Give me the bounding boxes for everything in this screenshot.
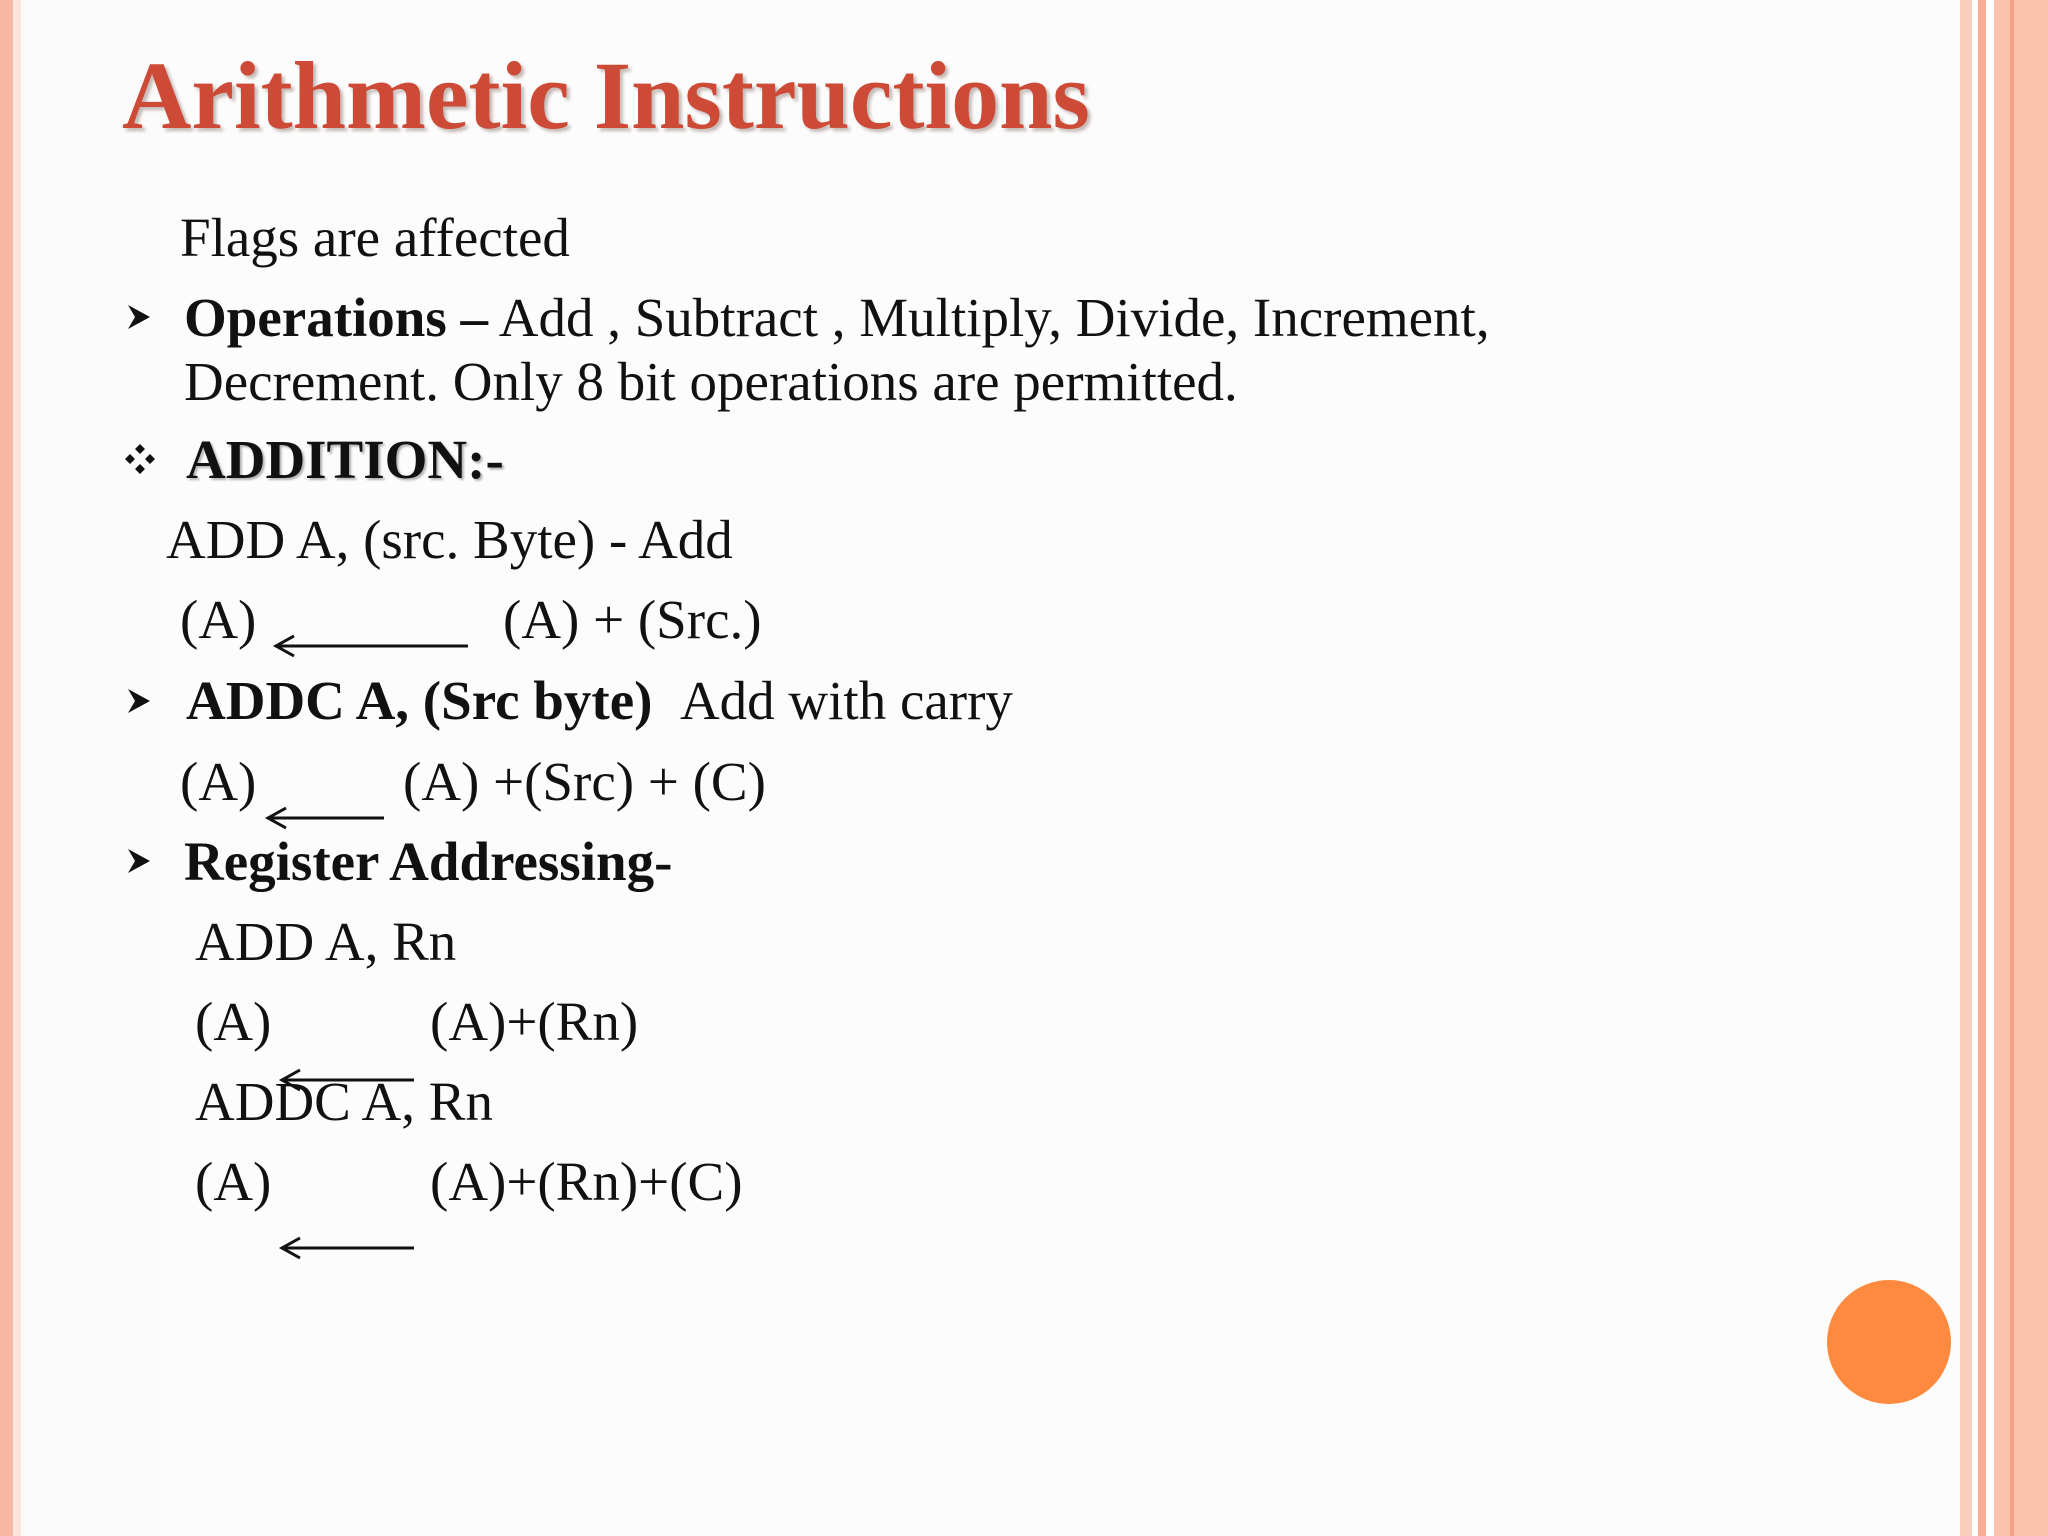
reg-addc-lhs: (A) xyxy=(195,1151,272,1212)
reg-addc-rhs: (A)+(Rn)+(C) xyxy=(430,1151,743,1212)
arrowhead-bullet-icon xyxy=(126,302,152,332)
add-rhs: (A) + (Src.) xyxy=(503,589,762,650)
right-stripe xyxy=(2010,0,2014,1536)
addc-description: Add with carry xyxy=(679,670,1013,731)
arrowhead-bullet-icon xyxy=(126,846,152,876)
right-stripe xyxy=(1960,0,1972,1536)
diamond-cluster-bullet-icon xyxy=(124,443,156,475)
operations-line-1 xyxy=(184,287,1490,348)
right-stripe xyxy=(1986,0,1994,1536)
right-stripe xyxy=(1978,0,1986,1536)
add-lhs: (A) xyxy=(180,589,257,650)
slide-title: Arithmetic Instructions xyxy=(122,42,1090,149)
left-arrow-icon xyxy=(274,1062,414,1102)
reg-addc-instruction: ADDC A, Rn xyxy=(195,1071,493,1132)
register-heading xyxy=(184,831,673,892)
operations-list: Add , Subtract , Multiply, Divide, Increment, xyxy=(488,287,1490,348)
addc-rhs: (A) +(Src) + (C) xyxy=(403,751,766,812)
left-border xyxy=(0,0,13,1536)
right-stripe xyxy=(1994,0,2048,1536)
addition-heading xyxy=(186,429,504,490)
add-instruction: ADD A, (src. Byte) - Add xyxy=(166,509,733,570)
left-border-inner xyxy=(13,0,21,1536)
flags-line: Flags are affected xyxy=(180,207,570,268)
addc-line xyxy=(186,670,1013,731)
reg-add-instruction: ADD A, Rn xyxy=(195,911,457,972)
left-arrow-icon xyxy=(274,1230,414,1270)
addc-lhs: (A) xyxy=(180,751,257,812)
addc-instruction: ADDC A, (Src byte) xyxy=(186,670,653,731)
addition-heading-text: ADDITION:- xyxy=(186,429,504,490)
register-heading-text: Register Addressing- xyxy=(184,831,673,892)
reg-add-lhs: (A) xyxy=(195,991,272,1052)
orange-circle-decoration xyxy=(1827,1280,1951,1404)
operations-line-2: Decrement. Only 8 bit operations are permitted. xyxy=(184,351,1238,412)
operations-label: Operations – xyxy=(184,287,489,348)
left-arrow-icon xyxy=(268,628,468,668)
reg-add-rhs: (A)+(Rn) xyxy=(430,991,639,1052)
arrowhead-bullet-icon xyxy=(126,686,152,716)
